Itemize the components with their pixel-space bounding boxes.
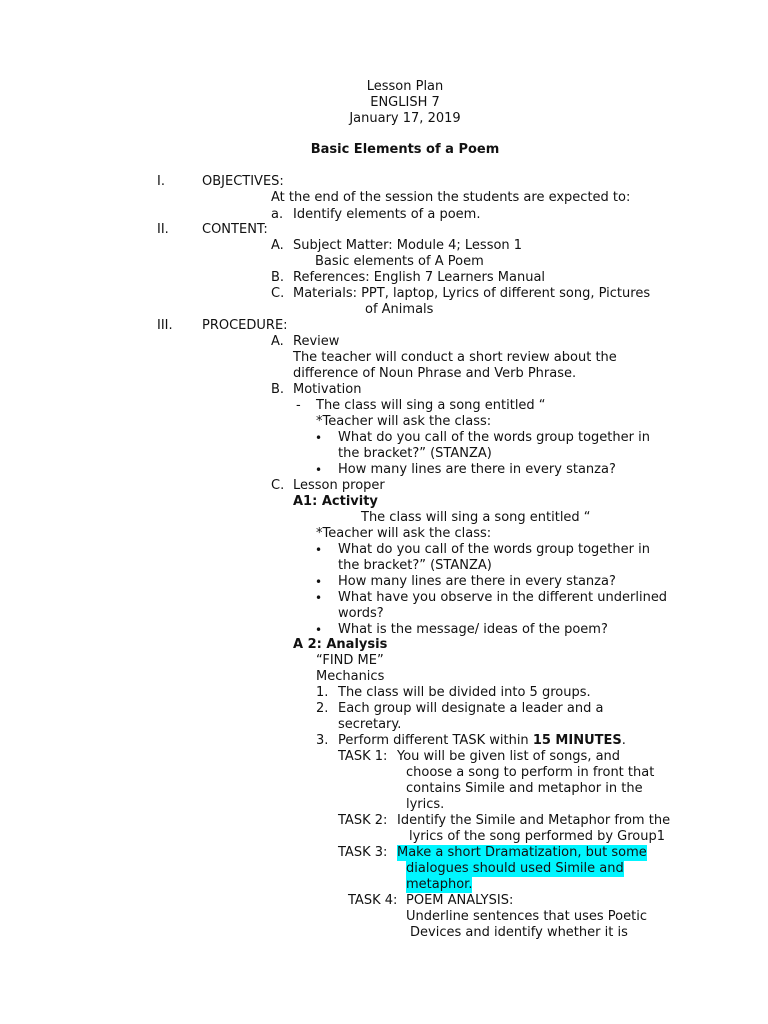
analysis-find-me: “FIND ME” bbox=[316, 653, 384, 668]
task-text: Devices and identify whether it is bbox=[410, 925, 628, 940]
motivation-question: the bracket?” (STANZA) bbox=[338, 446, 492, 461]
review-line: The teacher will conduct a short review about the bbox=[293, 350, 617, 365]
lesson-label: C. bbox=[271, 478, 285, 493]
doc-subject: ENGLISH 7 bbox=[370, 95, 440, 110]
content-heading: CONTENT: bbox=[202, 222, 268, 237]
time-limit: 15 MINUTES bbox=[532, 733, 622, 748]
task-text: Underline sentences that uses Poetic bbox=[406, 909, 647, 924]
mechanic-text bbox=[338, 733, 626, 749]
procedure-number: III. bbox=[157, 318, 173, 333]
mechanic-number: 1. bbox=[316, 685, 329, 700]
task-text: Identify the Simile and Metaphor from the bbox=[397, 813, 671, 828]
motivation-label: B. bbox=[271, 382, 285, 397]
task-text: You will be given list of songs, and bbox=[397, 749, 621, 764]
highlighted-task-text: metaphor. bbox=[406, 877, 473, 892]
task-title: POEM ANALYSIS: bbox=[406, 893, 514, 908]
motivation-question: What do you call of the words group together in bbox=[338, 430, 650, 445]
activity-question: What do you call of the words group together in bbox=[338, 542, 650, 557]
doc-title: Lesson Plan bbox=[366, 79, 444, 94]
bullet-icon: • bbox=[315, 623, 323, 637]
motivation-ask: *Teacher will ask the class: bbox=[316, 414, 492, 429]
content-a-continuation: Basic elements of A Poem bbox=[315, 254, 484, 269]
task-label: TASK 2: bbox=[338, 813, 388, 828]
bullet-icon: • bbox=[315, 463, 323, 477]
task-text: lyrics. bbox=[406, 797, 445, 812]
mechanic-text-part: . bbox=[621, 733, 626, 748]
lesson-title: Lesson proper bbox=[293, 478, 385, 493]
activity-question: How many lines are there in every stanza? bbox=[338, 574, 616, 589]
content-c-continuation: of Animals bbox=[365, 302, 434, 317]
activity-question: the bracket?” (STANZA) bbox=[338, 558, 492, 573]
objective-a-label: a. bbox=[271, 207, 284, 222]
highlighted-task-text: dialogues should used Simile and bbox=[406, 861, 624, 876]
content-b-label: B. bbox=[271, 270, 285, 285]
bullet-icon: • bbox=[315, 591, 323, 605]
review-title: Review bbox=[293, 334, 340, 349]
task-label: TASK 4: bbox=[348, 893, 398, 908]
content-c-text: Materials: PPT, laptop, Lyrics of different song, Pictures bbox=[293, 286, 651, 301]
bullet-icon: • bbox=[315, 575, 323, 589]
content-number: II. bbox=[157, 222, 169, 237]
mechanic-text: The class will be divided into 5 groups. bbox=[338, 685, 591, 700]
mechanic-text: secretary. bbox=[338, 717, 402, 732]
objectives-heading: OBJECTIVES: bbox=[202, 174, 284, 189]
content-a-text: Subject Matter: Module 4; Lesson 1 bbox=[293, 238, 523, 253]
doc-date: January 17, 2019 bbox=[349, 111, 461, 126]
highlighted-task-text: Make a short Dramatization, but some bbox=[397, 845, 647, 860]
content-b-text: References: English 7 Learners Manual bbox=[293, 270, 546, 285]
objectives-number: I. bbox=[157, 174, 165, 189]
procedure-heading: PROCEDURE: bbox=[202, 318, 288, 333]
motivation-question: How many lines are there in every stanza? bbox=[338, 462, 616, 477]
task-label: TASK 1: bbox=[338, 749, 388, 764]
task-label: TASK 3: bbox=[338, 845, 388, 860]
activity-question: words? bbox=[338, 606, 384, 621]
analysis-heading: A 2: Analysis bbox=[293, 637, 388, 652]
activity-heading: A1: Activity bbox=[293, 494, 378, 509]
objectives-intro: At the end of the session the students are expected to: bbox=[271, 190, 631, 205]
activity-question: What is the message/ ideas of the poem? bbox=[338, 622, 608, 637]
mechanic-number: 3. bbox=[316, 733, 329, 748]
content-a-label: A. bbox=[271, 238, 284, 253]
review-line: difference of Noun Phrase and Verb Phrase. bbox=[293, 366, 577, 381]
mechanic-number: 2. bbox=[316, 701, 329, 716]
activity-ask: *Teacher will ask the class: bbox=[316, 526, 492, 541]
motivation-dash: - bbox=[296, 398, 301, 413]
mechanic-text: Each group will designate a leader and a bbox=[338, 701, 604, 716]
mechanic-text-part: Perform different TASK within bbox=[338, 733, 533, 748]
objective-a-text: Identify elements of a poem. bbox=[293, 207, 481, 222]
bullet-icon: • bbox=[315, 431, 323, 445]
activity-question: What have you observe in the different underlined bbox=[338, 590, 668, 605]
bullet-icon: • bbox=[315, 543, 323, 557]
activity-sing: The class will sing a song entitled “ bbox=[361, 510, 591, 525]
review-label: A. bbox=[271, 334, 284, 349]
task-text: lyrics of the song performed by Group1 bbox=[409, 829, 666, 844]
task-text: contains Simile and metaphor in the bbox=[406, 781, 643, 796]
analysis-mechanics: Mechanics bbox=[316, 669, 385, 684]
content-c-label: C. bbox=[271, 286, 285, 301]
motivation-title: Motivation bbox=[293, 382, 362, 397]
doc-topic: Basic Elements of a Poem bbox=[310, 142, 500, 157]
task-text: choose a song to perform in front that bbox=[406, 765, 655, 780]
motivation-sing: The class will sing a song entitled “ bbox=[316, 398, 546, 413]
